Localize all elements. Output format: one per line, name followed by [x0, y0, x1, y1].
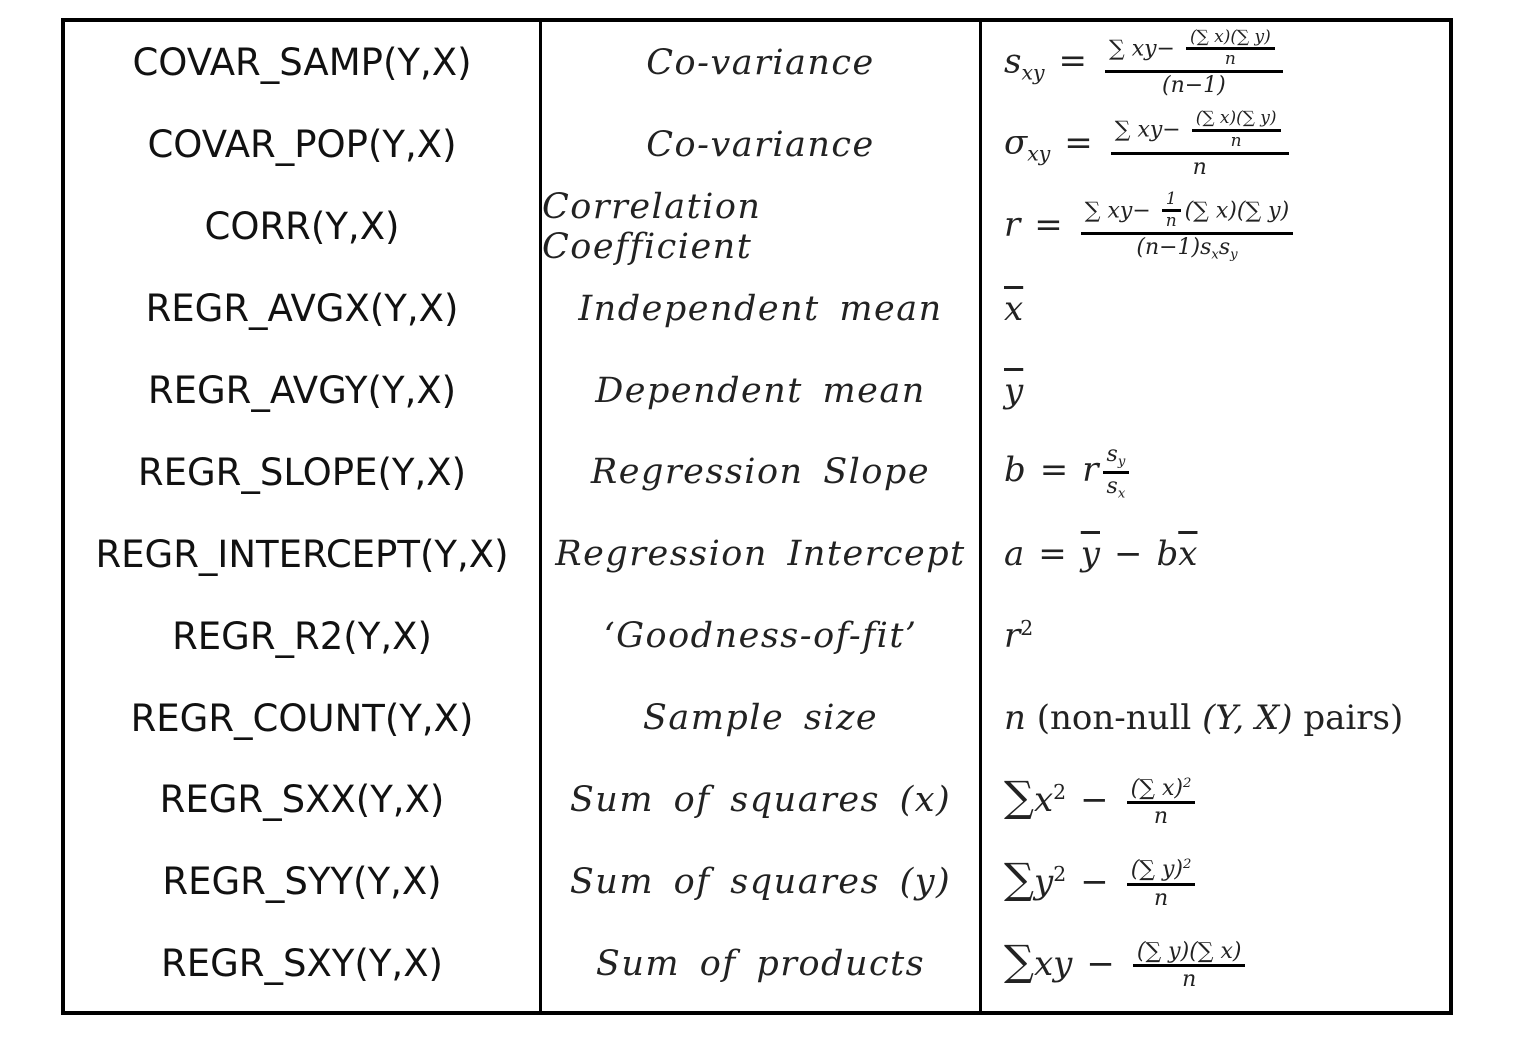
function-cell: REGR_R2(Y,X) [172, 614, 432, 658]
formula-sum-squares-x: $\sum x^2$ − $\frac{(\sum x)^2}{n}$ [1004, 772, 1199, 828]
formula-cell [982, 22, 1449, 104]
function-cell: REGR_AVGY(Y,X) [147, 369, 457, 412]
function-cell: REGR_AVGX(Y,X) [145, 287, 459, 331]
formula-cell [982, 759, 1449, 841]
formula-cell [982, 923, 1449, 1005]
description-cell: Sum of squares (x) [569, 779, 952, 820]
formula-column [979, 22, 1449, 1011]
formula-slope: b = r $\frac{s_y}{s_x}$ [1004, 443, 1133, 501]
description-cell: Co-variance [646, 42, 875, 83]
description-cell: Sum of products [595, 943, 926, 984]
formula-cell [982, 513, 1449, 595]
formula-cell [982, 677, 1449, 759]
formula-sum-products: ∑xy − $\frac{(\sum y)(\sum x)}{n}$ [1004, 936, 1249, 992]
function-cell: REGR_INTERCEPT(Y,X) [95, 532, 509, 576]
function-cell: REGR_SXX(Y,X) [159, 778, 445, 822]
function-cell: REGR_SYY(Y,X) [162, 860, 442, 904]
formula-count: n (non-null (Y, X) pairs) [1004, 698, 1404, 739]
function-cell: REGR_COUNT(Y,X) [130, 696, 474, 740]
description-cell: ‘Goodness-of-fit’ [603, 616, 918, 657]
formula-correlation: r = ∑ xy− $\frac{1}{n}$ (∑ x)(∑ y) $(n-1)s_xs_y$ [1004, 191, 1297, 263]
formula-x-mean: $\overline{x}$ [1004, 288, 1024, 329]
description-cell: Regression Intercept [555, 534, 966, 575]
function-column [65, 22, 539, 1011]
formula-cell [982, 841, 1449, 923]
function-cell: COVAR_SAMP(Y,X) [132, 41, 472, 85]
description-cell: Sum of squares (y) [569, 861, 952, 902]
count-pair: (Y, X) [1202, 698, 1293, 739]
formula-population-covariance: $\sigma_{xy}$ = ∑ xy− $\frac{(\sum x)(\sum y)}{n}$ n [1004, 110, 1293, 179]
formula-cell [982, 431, 1449, 513]
description-column [539, 22, 979, 1011]
count-suffix: pairs) [1303, 698, 1404, 739]
formula-cell [982, 595, 1449, 677]
function-cell: REGR_SLOPE(Y,X) [137, 450, 467, 494]
function-cell: COVAR_POP(Y,X) [147, 123, 457, 167]
description-cell: Regression Slope [590, 452, 931, 493]
statistics-functions-table [61, 18, 1453, 1015]
formula-cell [982, 104, 1449, 186]
description-cell: Dependent mean [595, 370, 926, 411]
formula-cell [982, 268, 1449, 350]
formula-r-squared: $r^2$ [1004, 616, 1034, 657]
description-cell: Independent mean [578, 288, 943, 329]
count-text: (non-null [1036, 698, 1192, 739]
formula-cell [982, 186, 1449, 268]
formula-cell [982, 350, 1449, 432]
description-cell: Sample size [642, 698, 879, 739]
formula-intercept: $a = \overline{y} - b\overline{x}$ [1004, 534, 1198, 575]
function-cell: REGR_SXY(Y,X) [161, 942, 443, 986]
formula-sum-squares-y: $\sum y^2$ − $\frac{(\sum y)^2}{n}$ [1004, 854, 1199, 910]
description-cell: Correlation Coefficient [542, 186, 762, 267]
formula-sample-covariance: $s_{xy}$ = ∑ xy− $\frac{(\sum x)(\sum y)}{n}$ (n−1) [1004, 29, 1287, 98]
function-cell: CORR(Y,X) [204, 205, 400, 249]
formula-y-mean: $\overline{y}$ [1004, 370, 1024, 411]
description-cell: Co-variance [646, 124, 875, 165]
